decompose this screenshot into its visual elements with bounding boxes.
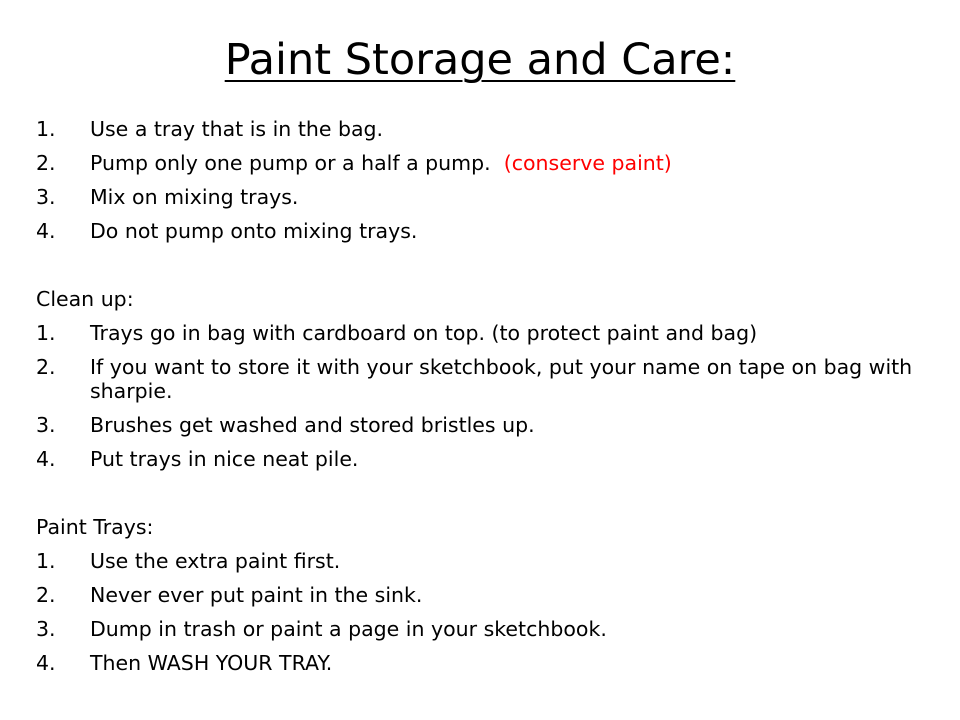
item-number: 1.: [36, 549, 56, 573]
list-item: [36, 112, 936, 146]
list-item: [36, 408, 936, 442]
item-number: 4.: [36, 651, 56, 675]
item-text: Put trays in nice neat pile.: [90, 447, 359, 471]
item-text: Use the extra paint first.: [90, 549, 341, 573]
list-item: [36, 180, 936, 214]
trays-heading: Paint Trays:: [36, 515, 154, 539]
storage-list: [36, 112, 936, 248]
item-text: Never ever put paint in the sink.: [90, 583, 423, 607]
list-item: [36, 612, 936, 646]
list-item: [36, 442, 936, 476]
cleanup-heading: Clean up:: [36, 287, 134, 311]
item-number: 1.: [36, 321, 56, 345]
item-number: 3.: [36, 617, 56, 641]
list-item: [36, 646, 936, 680]
spacer: [36, 248, 936, 282]
item-number: 3.: [36, 413, 56, 437]
list-item: [36, 544, 936, 578]
item-number: 4.: [36, 219, 56, 243]
item-text: Pump only one pump or a half a pump.: [90, 151, 491, 175]
spacer: [36, 476, 936, 510]
list-item: [36, 350, 936, 408]
item-number: 2.: [36, 151, 56, 175]
item-text-with-note: [90, 146, 936, 180]
list-item: [36, 146, 936, 180]
conserve-note: (conserve paint): [503, 151, 672, 175]
item-number: 1.: [36, 117, 56, 141]
list-item: [36, 214, 936, 248]
item-text: Dump in trash or paint a page in your sketchbook.: [90, 617, 607, 641]
item-text: Brushes get washed and stored bristles up.: [90, 413, 535, 437]
list-item: [36, 578, 936, 612]
item-number: 2.: [36, 355, 56, 379]
item-text: Use a tray that is in the bag.: [90, 117, 384, 141]
trays-section: [36, 510, 936, 680]
item-text: Do not pump onto mixing trays.: [90, 219, 418, 243]
list-item: [36, 316, 936, 350]
item-text: Trays go in bag with cardboard on top. (to protect paint and bag): [90, 321, 758, 345]
slide-body: [36, 112, 936, 680]
item-text: Then WASH YOUR TRAY.: [90, 651, 333, 675]
item-number: 2.: [36, 583, 56, 607]
slide-title: Paint Storage and Care:: [224, 35, 736, 85]
cleanup-section: [36, 282, 936, 476]
item-number: 3.: [36, 185, 56, 209]
item-text: If you want to store it with your sketchbook, put your name on tape on bag with sharpie.: [90, 355, 913, 403]
item-number: 4.: [36, 447, 56, 471]
item-text: Mix on mixing trays.: [90, 185, 299, 209]
